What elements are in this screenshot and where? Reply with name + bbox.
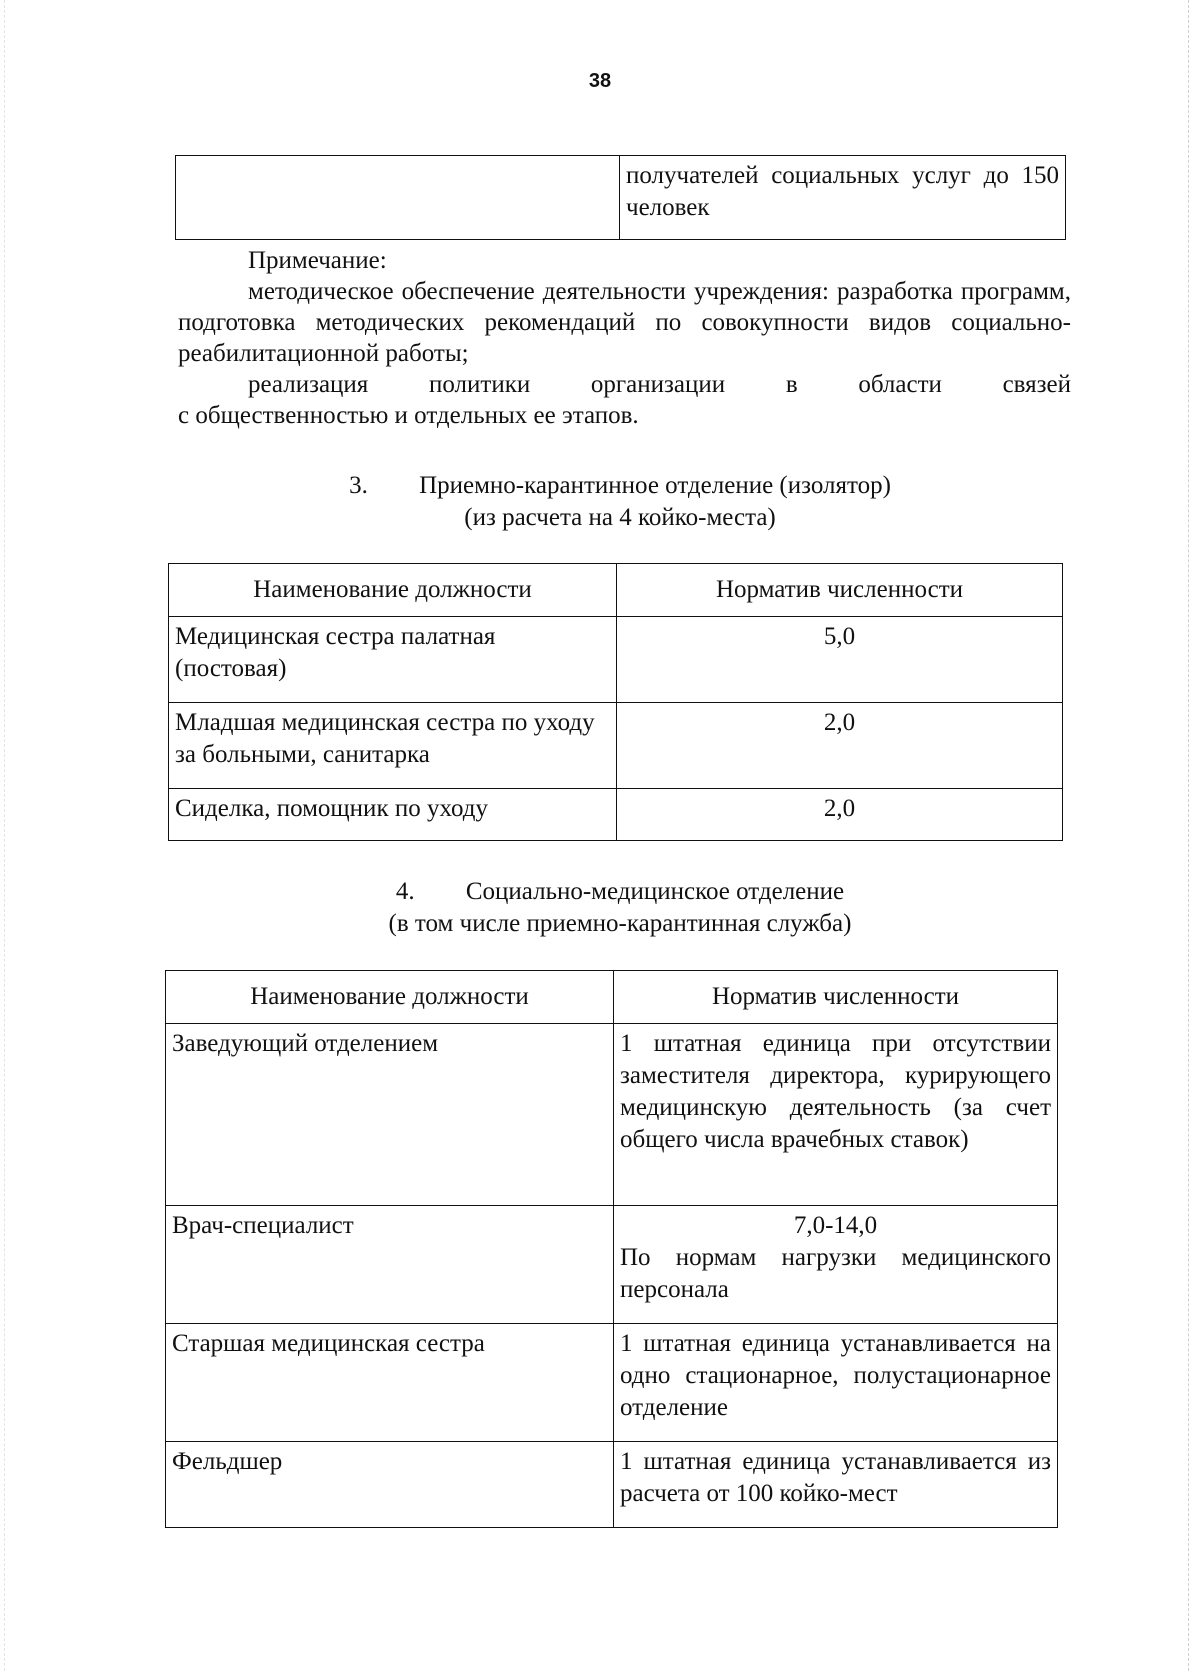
section-4-subtitle: (в том числе приемно-карантинная служба) — [388, 910, 852, 937]
norm-cell: 2,0 — [617, 789, 1063, 841]
scan-edge-right — [1188, 0, 1190, 1671]
norm-cell: 1 штатная единица устанавливается из расчета от 100 койко-мест — [614, 1442, 1058, 1528]
norm-cell: 2,0 — [617, 703, 1063, 789]
position-cell: Сиделка, помощник по уходу — [169, 789, 617, 841]
section-3-subtitle: (из расчета на 4 койко-места) — [464, 504, 776, 531]
section-4-number: 4. — [395, 878, 415, 905]
norm-cell: 5,0 — [617, 617, 1063, 703]
norm-value: 7,0-14,0 — [793, 1212, 878, 1239]
norm-cell: 1 штатная единица устанавливается на одно стационарное, полустационарное отделение — [614, 1324, 1058, 1442]
position-cell: Старшая медицинская сестра — [166, 1324, 614, 1442]
table-header-row — [169, 564, 1063, 617]
table-row — [176, 156, 1066, 240]
note-item-1: методическое обеспечение деятельности учреждения: разработка программ, подготовка методических рекомендаций по совокупности видов социально-реабилитационной работы; — [178, 278, 1071, 367]
table-row — [169, 703, 1063, 789]
position-cell: Фельдшер — [166, 1442, 614, 1528]
note-title: Примечание: — [248, 247, 387, 274]
section-3-number: 3. — [349, 472, 368, 499]
table-row — [166, 1324, 1058, 1442]
section-4-table — [165, 970, 1058, 1528]
norm-cell — [614, 1206, 1058, 1324]
table-header-row — [166, 971, 1058, 1024]
norm-description: По нормам нагрузки медицинского персонала — [620, 1244, 1051, 1303]
note-item-2-line-2: с общественностью и отдельных ее этапов. — [178, 402, 639, 429]
continuation-left-cell — [176, 156, 620, 240]
norm-cell: 1 штатная единица при отсутствии заместителя директора, курирующего медицинскую деятельность (за счет общего числа врачебных ставок) — [614, 1024, 1058, 1206]
position-cell: Заведующий отделением — [166, 1024, 614, 1206]
note-block — [178, 245, 1071, 431]
page-number: 38 — [588, 70, 612, 92]
column-header-position: Наименование должности — [166, 971, 614, 1024]
section-3-title: Приемно-карантинное отделение (изолятор) — [419, 472, 891, 499]
table-row — [169, 789, 1063, 841]
section-4-heading — [0, 876, 1200, 908]
column-header-norm: Норматив численности — [614, 971, 1058, 1024]
note-item-2-line-1: реализация политики организации в области связей — [248, 371, 1071, 398]
position-cell: Врач-специалист — [166, 1206, 614, 1324]
table-row — [169, 617, 1063, 703]
column-header-norm: Норматив численности — [617, 564, 1063, 617]
section-3-table — [168, 563, 1063, 841]
position-cell: Медицинская сестра палатная (постовая) — [169, 617, 617, 703]
continuation-table — [175, 155, 1066, 240]
section-3-heading — [0, 470, 1200, 502]
table-row — [166, 1024, 1058, 1206]
table-row — [166, 1442, 1058, 1528]
column-header-position: Наименование должности — [169, 564, 617, 617]
scan-edge-left — [4, 0, 6, 1671]
section-4-title: Социально-медицинское отделение — [465, 878, 845, 905]
continuation-right-cell: получателей социальных услуг до 150 человек — [620, 156, 1066, 240]
position-cell: Младшая медицинская сестра по уходу за больными, санитарка — [169, 703, 617, 789]
table-row — [166, 1206, 1058, 1324]
